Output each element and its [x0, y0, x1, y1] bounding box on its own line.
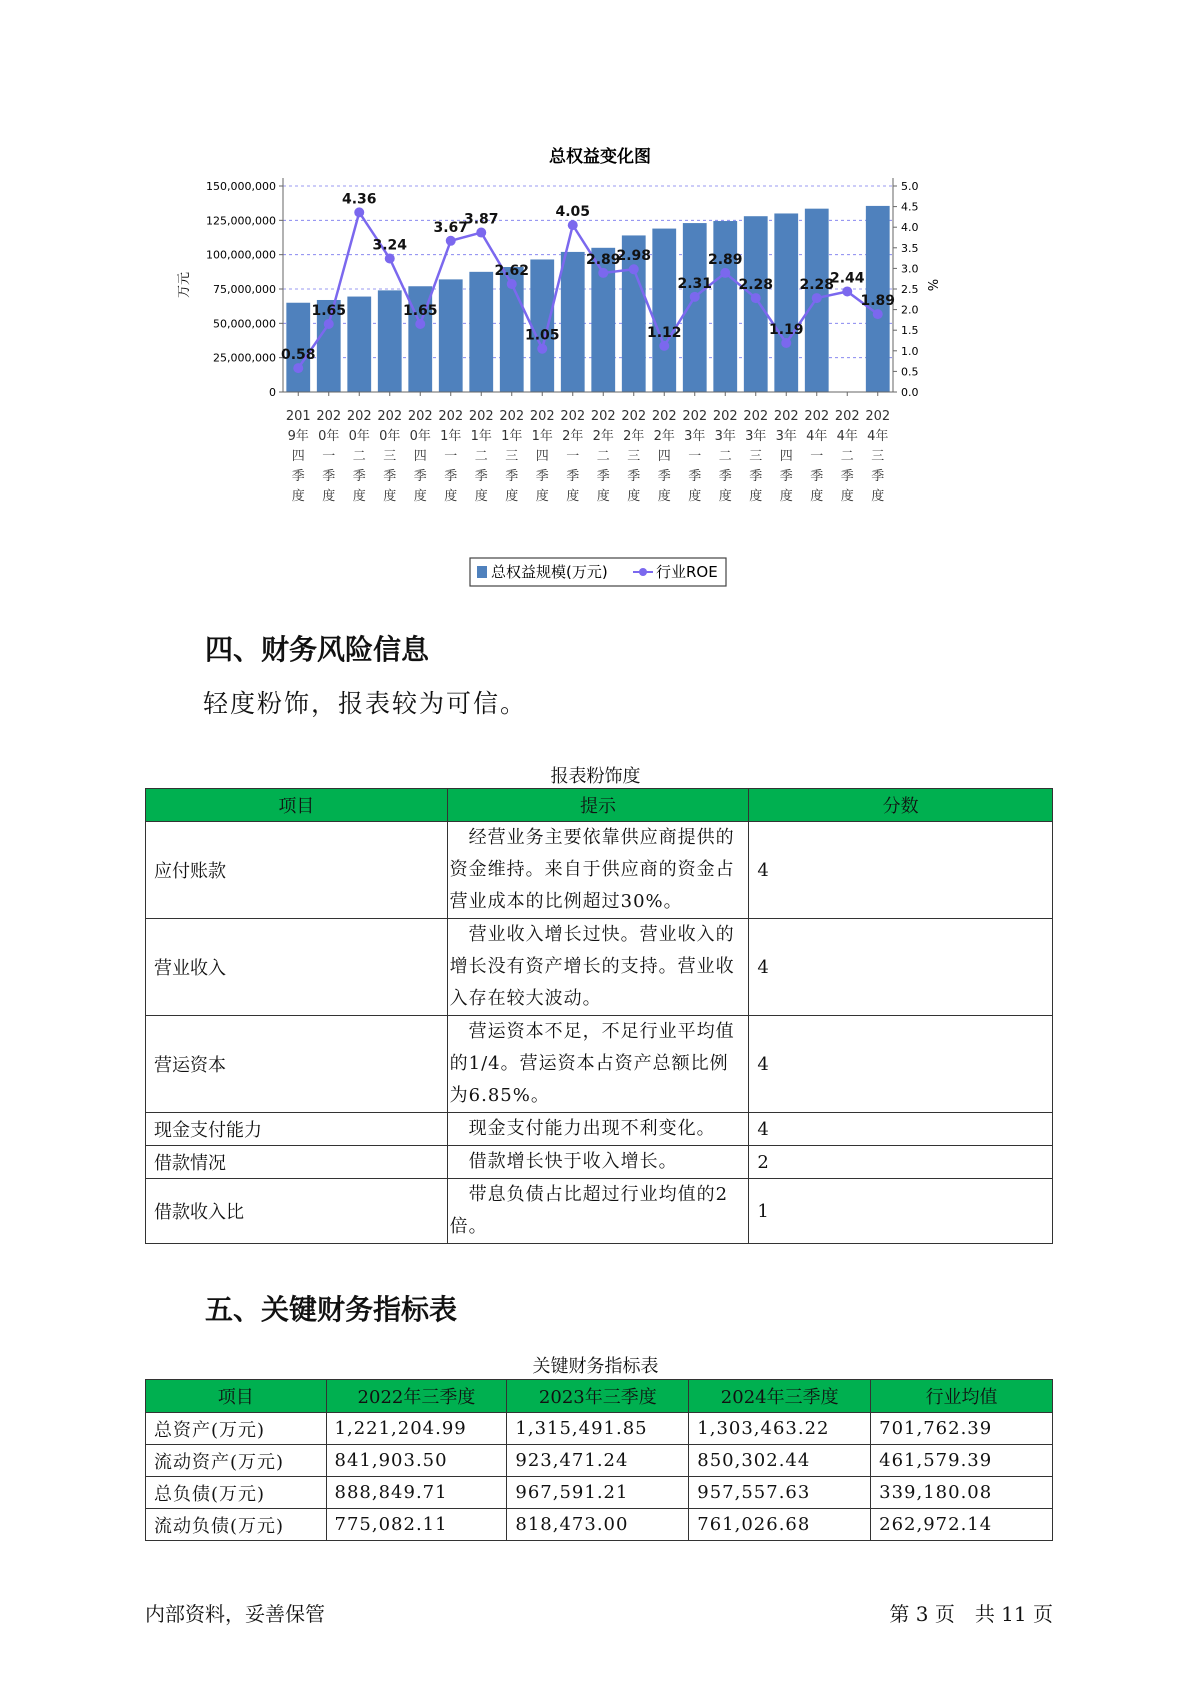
x-tick-label-line: 202 — [377, 409, 403, 424]
x-tick-label-line: 4年 — [806, 429, 828, 444]
table-row — [146, 1146, 1053, 1179]
y2-tick-label: 0.5 — [901, 365, 919, 379]
x-tick-label-line: 度 — [413, 489, 427, 504]
x-tick-label-line: 202 — [804, 409, 830, 424]
header-score: 分数 — [749, 789, 1053, 822]
y2-tick-label: 2.5 — [901, 283, 919, 296]
x-tick-label-line: 度 — [749, 489, 763, 504]
x-tick-label-line: 三 — [871, 449, 885, 464]
x-tick-label-line: 2年 — [562, 429, 584, 444]
roe-data-label: 4.36 — [341, 191, 377, 208]
x-tick-label-line: 202 — [865, 409, 891, 424]
x-tick-label-line: 三 — [505, 449, 519, 464]
roe-point — [415, 319, 425, 329]
y2-tick-label: 3.0 — [901, 262, 919, 276]
y-tick-label: 0 — [269, 386, 276, 399]
y-tick-label: 150,000,000 — [206, 180, 276, 193]
x-tick-label-line: 度 — [535, 489, 549, 504]
roe-point — [385, 254, 395, 264]
roe-data-label: 1.12 — [646, 324, 682, 341]
x-tick-label-line: 季 — [352, 469, 366, 484]
x-tick-label-line: 度 — [810, 489, 824, 504]
equity-bar — [439, 279, 463, 392]
table-header-row — [146, 1380, 1053, 1413]
cell: 1,303,463.22 — [689, 1413, 871, 1445]
x-tick-label-line: 一 — [810, 449, 824, 464]
roe-point — [629, 264, 639, 274]
risk-tip: 营运资本不足，不足行业平均值的1/4。营运资本占资产总额比例为6.85%。 — [447, 1016, 749, 1113]
x-tick-label-line: 202 — [560, 409, 586, 424]
roe-point — [690, 292, 700, 302]
x-tick-label-line: 季 — [596, 469, 610, 484]
equity-bar — [683, 223, 707, 392]
x-tick-label-line: 季 — [840, 469, 854, 484]
x-tick-label — [835, 409, 860, 504]
x-tick-label-line: 3年 — [775, 429, 797, 444]
cell: 957,557.63 — [689, 1477, 871, 1509]
roe-point — [568, 220, 578, 230]
header-item: 项目 — [146, 789, 448, 822]
x-tick-label-line: 三 — [627, 449, 641, 464]
cell: 1,221,204.99 — [326, 1413, 507, 1445]
roe-point — [659, 341, 669, 351]
risk-tip: 借款增长快于收入增长。 — [447, 1146, 749, 1179]
x-tick-label — [469, 409, 494, 504]
x-tick-label-line: 2年 — [623, 429, 645, 444]
cell: 967,591.21 — [507, 1477, 689, 1509]
x-tick-label-line: 202 — [499, 409, 525, 424]
x-tick-label-line: 202 — [651, 409, 677, 424]
x-tick-label-line: 202 — [316, 409, 342, 424]
x-tick-label-line: 度 — [840, 489, 854, 504]
x-tick-label-line: 4年 — [867, 429, 889, 444]
risk-table — [145, 788, 1053, 1244]
roe-data-label: 2.44 — [829, 270, 865, 287]
roe-data-label: 2.89 — [585, 251, 621, 268]
chart-legend — [470, 558, 726, 586]
roe-data-label: 2.28 — [799, 277, 835, 294]
x-tick-label-line: 度 — [322, 489, 336, 504]
x-tick-label-line: 0年 — [379, 429, 401, 444]
cell: 1,315,491.85 — [507, 1413, 689, 1445]
roe-point — [354, 207, 364, 217]
table-row — [146, 1477, 1053, 1509]
x-tick-label-line: 季 — [535, 469, 549, 484]
x-tick-label — [774, 409, 799, 504]
x-tick-label-line: 202 — [621, 409, 647, 424]
header-2024q3: 2024年三季度 — [689, 1380, 871, 1413]
x-tick-label — [286, 409, 311, 504]
x-tick-label-line: 季 — [322, 469, 336, 484]
roe-point — [812, 293, 822, 303]
roe-data-label: 4.05 — [555, 204, 591, 221]
cell: 339,180.08 — [871, 1477, 1053, 1509]
cell: 总资产(万元) — [146, 1413, 327, 1445]
equity-bar — [469, 272, 493, 392]
y2-tick-label: 4.0 — [901, 221, 919, 235]
cell: 461,579.39 — [871, 1445, 1053, 1477]
roe-data-label: 1.05 — [524, 327, 560, 344]
risk-item: 营业收入 — [146, 919, 448, 1016]
cell: 761,026.68 — [689, 1509, 871, 1541]
roe-point — [873, 309, 883, 319]
x-tick-label — [682, 409, 707, 504]
x-tick-label — [377, 409, 402, 504]
x-tick-label-line: 度 — [291, 489, 305, 504]
x-tick-label-line: 度 — [627, 489, 641, 504]
x-tick-label-line: 二 — [596, 449, 610, 464]
cell: 850,302.44 — [689, 1445, 871, 1477]
roe-point — [751, 293, 761, 303]
y2-axis-label: % — [924, 278, 939, 292]
x-tick-label-line: 季 — [718, 469, 732, 484]
x-tick-label-line: 度 — [657, 489, 671, 504]
roe-point — [598, 268, 608, 278]
section5-heading: 五、关键财务指标表 — [205, 1293, 458, 1326]
roe-data-label: 3.67 — [433, 219, 469, 236]
cell: 923,471.24 — [507, 1445, 689, 1477]
equity-bar — [561, 252, 585, 392]
roe-data-label: 3.24 — [372, 237, 408, 254]
roe-data-label: 3.87 — [463, 211, 499, 228]
roe-point — [537, 344, 547, 354]
risk-tip: 经营业务主要依靠供应商提供的资金维持。来自于供应商的资金占营业成本的比例超过30%。 — [447, 822, 749, 919]
x-tick-label — [865, 409, 890, 504]
x-tick-label-line: 202 — [682, 409, 708, 424]
equity-bar — [378, 290, 402, 392]
x-tick-label-line: 四 — [779, 449, 793, 464]
x-tick-label-line: 3年 — [684, 429, 706, 444]
x-tick-label-line: 202 — [346, 409, 372, 424]
x-tick-label-line: 季 — [688, 469, 702, 484]
roe-point — [293, 363, 303, 373]
x-tick-label-line: 度 — [718, 489, 732, 504]
x-tick-label — [804, 409, 829, 504]
table-row — [146, 822, 1053, 919]
x-tick-label-line: 季 — [627, 469, 641, 484]
roe-data-label: 2.28 — [738, 277, 774, 294]
table-row — [146, 1413, 1053, 1445]
cell: 总负债(万元) — [146, 1477, 327, 1509]
cell: 流动资产(万元) — [146, 1445, 327, 1477]
roe-point — [476, 228, 486, 238]
legend-bar-swatch — [477, 566, 487, 578]
risk-tip: 带息负债占比超过行业均值的2倍。 — [447, 1179, 749, 1244]
x-tick-label-line: 一 — [688, 449, 702, 464]
roe-point — [446, 236, 456, 246]
equity-bar — [530, 259, 554, 392]
x-tick-label-line: 二 — [352, 449, 366, 464]
chart-x-tick-labels — [286, 409, 890, 504]
y-tick-label: 50,000,000 — [213, 317, 276, 331]
y-tick-label: 25,000,000 — [213, 351, 276, 365]
section4-heading: 四、财务风险信息 — [205, 633, 430, 666]
cell: 775,082.11 — [326, 1509, 507, 1541]
legend-equity: 总权益规模(万元) — [491, 563, 608, 581]
roe-data-label: 1.89 — [860, 293, 896, 310]
legend-line-marker — [639, 568, 647, 576]
risk-item: 应付账款 — [146, 822, 448, 919]
table-row — [146, 919, 1053, 1016]
x-tick-label-line: 度 — [474, 489, 488, 504]
x-tick-label-line: 季 — [413, 469, 427, 484]
roe-point — [842, 286, 852, 296]
x-tick-label-line: 季 — [779, 469, 793, 484]
chart-data-labels — [281, 191, 895, 363]
risk-item: 现金支付能力 — [146, 1113, 448, 1146]
x-tick-label-line: 3年 — [714, 429, 736, 444]
x-tick-label-line: 四 — [535, 449, 549, 464]
x-tick-label-line: 季 — [566, 469, 580, 484]
cell: 701,762.39 — [871, 1413, 1053, 1445]
risk-score: 2 — [749, 1146, 1053, 1179]
x-tick-label — [347, 409, 372, 504]
x-tick-label-line: 1年 — [470, 429, 492, 444]
cell: 262,972.14 — [871, 1509, 1053, 1541]
x-tick-label-line: 度 — [444, 489, 458, 504]
x-tick-label-line: 三 — [749, 449, 763, 464]
x-tick-label-line: 四 — [657, 449, 671, 464]
legend-roe: 行业ROE — [656, 563, 718, 581]
risk-score: 4 — [749, 1113, 1053, 1146]
roe-data-label: 1.65 — [402, 303, 438, 320]
chart-bars — [286, 206, 889, 392]
roe-point — [720, 268, 730, 278]
x-tick-label-line: 9年 — [287, 429, 309, 444]
x-tick-label-line: 201 — [285, 409, 311, 424]
cell: 841,903.50 — [326, 1445, 507, 1477]
roe-data-label: 2.98 — [616, 248, 652, 265]
x-tick-label-line: 度 — [352, 489, 366, 504]
x-tick-label-line: 季 — [749, 469, 763, 484]
x-tick-label-line: 202 — [529, 409, 555, 424]
x-tick-label-line: 季 — [383, 469, 397, 484]
x-tick-label-line: 季 — [810, 469, 824, 484]
y2-tick-label: 1.0 — [901, 344, 919, 358]
x-tick-label-line: 202 — [834, 409, 860, 424]
y-tick-label: 125,000,000 — [206, 214, 276, 228]
risk-score: 1 — [749, 1179, 1053, 1244]
x-tick-label-line: 季 — [505, 469, 519, 484]
table-header-row — [146, 789, 1053, 822]
table-row — [146, 1016, 1053, 1113]
y2-tick-label: 2.0 — [901, 303, 919, 317]
y2-tick-label: 4.5 — [901, 200, 919, 214]
roe-point — [324, 319, 334, 329]
table-row — [146, 1509, 1053, 1541]
x-tick-label-line: 度 — [566, 489, 580, 504]
x-tick-label-line: 0年 — [409, 429, 431, 444]
footer-page-number: 第 3 页 共 11 页 — [889, 1602, 1053, 1626]
x-tick-label-line: 二 — [718, 449, 732, 464]
x-tick-label — [499, 409, 524, 504]
equity-bar — [652, 229, 676, 392]
y2-tick-label: 1.5 — [901, 324, 919, 338]
x-tick-label-line: 202 — [407, 409, 433, 424]
risk-score: 4 — [749, 1016, 1053, 1113]
x-tick-label-line: 度 — [383, 489, 397, 504]
x-tick-label-line: 一 — [566, 449, 580, 464]
x-tick-label-line: 度 — [505, 489, 519, 504]
risk-summary: 轻度粉饰，报表较为可信。 — [203, 689, 528, 718]
y-tick-label: 75,000,000 — [213, 283, 276, 296]
x-tick-label-line: 季 — [657, 469, 671, 484]
roe-data-label: 0.58 — [280, 347, 316, 364]
x-tick-label — [316, 409, 341, 504]
table-row — [146, 1179, 1053, 1244]
x-tick-label — [652, 409, 677, 504]
x-tick-label-line: 1年 — [440, 429, 462, 444]
equity-bar — [713, 221, 737, 392]
x-tick-label-line: 202 — [712, 409, 738, 424]
risk-tip: 现金支付能力出现不利变化。 — [447, 1113, 749, 1146]
risk-score: 4 — [749, 822, 1053, 919]
x-tick-label-line: 202 — [438, 409, 464, 424]
table-row — [146, 1445, 1053, 1477]
x-tick-label-line: 一 — [444, 449, 458, 464]
chart-title: 总权益变化图 — [549, 147, 651, 167]
x-tick-label-line: 度 — [688, 489, 702, 504]
x-tick-label-line: 2年 — [592, 429, 614, 444]
x-tick-label-line: 一 — [322, 449, 336, 464]
x-tick-label-line: 度 — [779, 489, 793, 504]
y2-tick-label: 5.0 — [901, 180, 919, 193]
risk-item: 营运资本 — [146, 1016, 448, 1113]
x-tick-label — [591, 409, 616, 504]
risk-item: 借款情况 — [146, 1146, 448, 1179]
x-tick-label-line: 0年 — [348, 429, 370, 444]
header-2022q3: 2022年三季度 — [326, 1380, 507, 1413]
x-tick-label-line: 202 — [590, 409, 616, 424]
roe-point — [507, 279, 517, 289]
x-tick-label-line: 202 — [773, 409, 799, 424]
x-tick-label-line: 四 — [413, 449, 427, 464]
x-tick-label-line: 季 — [871, 469, 885, 484]
risk-tip: 营业收入增长过快。营业收入的增长没有资产增长的支持。营业收入存在较大波动。 — [447, 919, 749, 1016]
x-tick-label-line: 三 — [383, 449, 397, 464]
x-tick-label-line: 1年 — [531, 429, 553, 444]
x-tick-label-line: 季 — [444, 469, 458, 484]
x-tick-label — [743, 409, 768, 504]
risk-score: 4 — [749, 919, 1053, 1016]
equity-bar — [774, 213, 798, 392]
x-tick-label — [621, 409, 646, 504]
y-axis-label: 万元 — [177, 271, 192, 299]
x-tick-label — [408, 409, 433, 504]
header-tip: 提示 — [447, 789, 749, 822]
x-tick-label-line: 0年 — [318, 429, 340, 444]
x-tick-label-line: 1年 — [501, 429, 523, 444]
cell: 818,473.00 — [507, 1509, 689, 1541]
table-row — [146, 1113, 1053, 1146]
x-tick-label-line: 3年 — [745, 429, 767, 444]
x-tick-label-line: 季 — [474, 469, 488, 484]
x-tick-label-line: 度 — [596, 489, 610, 504]
x-tick-label — [438, 409, 463, 504]
x-tick-label-line: 二 — [474, 449, 488, 464]
y-tick-label: 100,000,000 — [206, 248, 276, 262]
x-tick-label — [530, 409, 555, 504]
cell: 流动负债(万元) — [146, 1509, 327, 1541]
risk-item: 借款收入比 — [146, 1179, 448, 1244]
header-2023q3: 2023年三季度 — [507, 1380, 689, 1413]
x-tick-label-line: 202 — [743, 409, 769, 424]
equity-bar — [744, 216, 768, 392]
roe-point — [781, 338, 791, 348]
x-tick-label-line: 度 — [871, 489, 885, 504]
x-tick-label-line: 202 — [468, 409, 494, 424]
x-tick-label-line: 四 — [291, 449, 305, 464]
footer-confidential: 内部资料，妥善保管 — [145, 1602, 325, 1626]
x-tick-label-line: 2年 — [653, 429, 675, 444]
x-tick-label — [560, 409, 585, 504]
risk-table-caption: 报表粉饰度 — [550, 766, 641, 787]
cell: 888,849.71 — [326, 1477, 507, 1509]
x-tick-label-line: 4年 — [836, 429, 858, 444]
key-financial-table — [145, 1379, 1053, 1541]
equity-change-chart — [150, 138, 1050, 598]
x-tick-label — [713, 409, 738, 504]
x-tick-label-line: 二 — [840, 449, 854, 464]
roe-data-label: 1.65 — [311, 303, 347, 320]
x-tick-label-line: 季 — [291, 469, 305, 484]
roe-data-label: 2.89 — [707, 251, 743, 268]
roe-data-label: 1.19 — [768, 321, 804, 338]
equity-bar — [347, 297, 371, 392]
header-industry-avg: 行业均值 — [871, 1380, 1053, 1413]
y2-tick-label: 3.5 — [901, 241, 919, 255]
header-item: 项目 — [146, 1380, 327, 1413]
kfi-table-caption: 关键财务指标表 — [532, 1356, 659, 1377]
y2-tick-label: 0.0 — [901, 386, 919, 399]
roe-data-label: 2.31 — [677, 275, 713, 292]
roe-data-label: 2.62 — [494, 263, 530, 280]
